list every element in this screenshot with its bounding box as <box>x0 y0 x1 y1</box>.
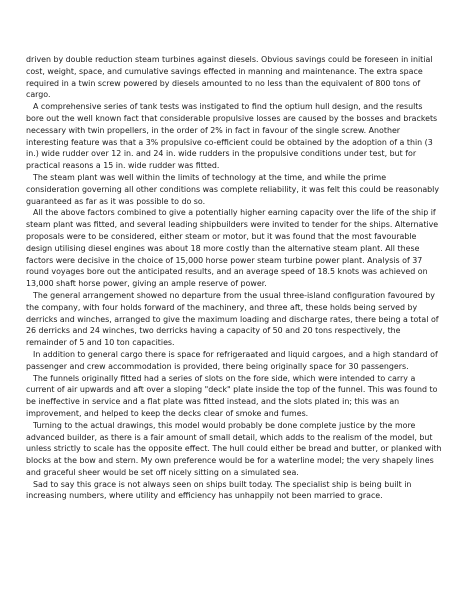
paragraph: The funnels originally fitted had a series of slots on the fore side, which were intended to carry a current of air upwards and aft over a sloping "deck" plate inside the top of the funnel. This was found to be ineffective in service and a flat plate was fitted instead, and the slots plated in; this was an improvement, and helped to keep the decks clear of smoke and fumes. <box>26 373 438 418</box>
document-page <box>26 54 442 502</box>
paragraph: A comprehensive series of tank tests was instigated to find the optium hull design, and the results bore out the well known fact that considerable propulsive losses are caused by the bosses and brackets necessary with twin propellers, in the order of 2% in fact in favour of the single screw. Another interesting feature was that a 3% propulsive co-efficient could be obtained by the adoption of a thin (3 in.) wide rudder over 12 in. and 24 in. wide rudders in the propulsive conditions under test, but for practical reasons a 15 in. wide rudder was fitted. <box>26 102 438 171</box>
paragraph: In addition to general cargo there is space for refrigeraated and liquid cargoes, and a high standard of passenger and crew accommodation is provided, there being originally space for 30 passengers. <box>26 349 438 371</box>
paragraph: driven by double reduction steam turbines against diesels. Obvious savings could be foreseen in initial cost, weight, space, and cumulative savings effected in manning and maintenance. The extra space required in a twin screw powered by diesels amounted to no less than the equivalent of 800 tons of cargo. <box>26 55 433 100</box>
paragraph: Turning to the actual drawings, this model would probably be done complete justice by the more advanced builder, as there is a fair amount of small detail, which adds to the realism of the model, but unless strictly to scale has the opposite effect. The hull could either be bread and butter, or planked with blocks at the bow and stern. My own preference would be for a waterline model; the very shapely lines and graceful sheer would be set off nicely sitting on a simulated sea. <box>26 420 442 477</box>
paragraph: The steam plant was well within the limits of technology at the time, and while the prime consideration governing all other conditions was complete reliability, it was felt this could be reasonably guaranteed as far as it was possible to do so. <box>26 172 440 206</box>
paragraph: Sad to say this grace is not always seen on ships built today. The specialist ship is being built in increasing numbers, where utility and efficiency has unhappily not been married to grace. <box>26 479 412 501</box>
paragraph: The general arrangement showed no departure from the usual three-island configuration favoured by the company, with four holds forward of the machinery, and three aft, these holds being served by derricks and winches, arranged to give the maximum loading and discharge rates, there being a total of 26 derricks and 24 winches, two derricks having a capacity of 50 and 20 tons respectively, the remainder of 5 and 10 ton capacities. <box>26 290 439 348</box>
paragraph: All the above factors combined to give a potentially higher earning capacity over the life of the ship if steam plant was fitted, and several leading shipbuilders were invited to tender for the ships. Alternative proposals were to be considered, either steam or motor, but it was found that the most favourable design utilising diesel engines was about 18 more costly than the alternative steam plant. All these factors were decisive in the choice of 15,000 horse power steam turbine power plant. Analysis of 37 round voyages bore out the anticipated results, and an average speed of 18.5 knots was achieved on 13,000 shaft horse power, giving an ample reserve of power. <box>26 208 439 289</box>
